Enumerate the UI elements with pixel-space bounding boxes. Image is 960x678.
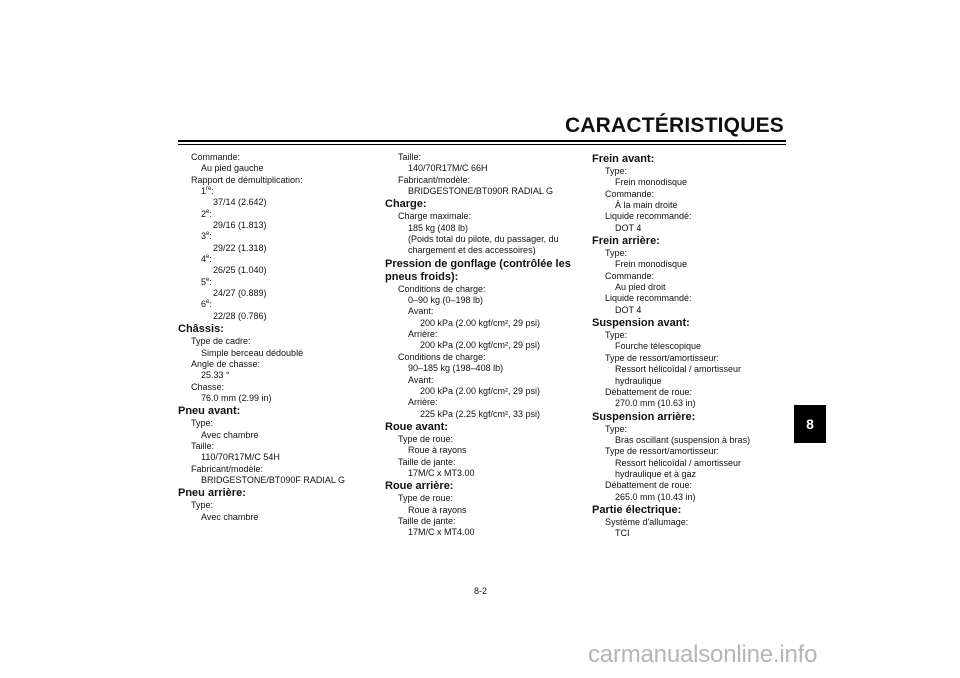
spec-value: 90–185 kg (198–408 lb) bbox=[408, 363, 504, 374]
gear-ratio-value: 22/28 (0.786) bbox=[213, 310, 267, 321]
spec-label: Taille: bbox=[191, 440, 215, 451]
spec-label: Angle de chasse: bbox=[191, 358, 261, 369]
spec-value: Au pied gauche bbox=[201, 163, 264, 174]
spec-label: Conditions de charge: bbox=[398, 283, 486, 294]
chapter-tab: 8 bbox=[794, 405, 826, 443]
spec-value: 225 kPa (2.25 kgf/cm², 33 psi) bbox=[420, 408, 541, 419]
gear-suffix: re bbox=[206, 186, 212, 193]
spec-label: Type: bbox=[605, 423, 628, 434]
gear-suffix: e bbox=[206, 254, 210, 261]
gear-ratio-value: 29/16 (1.813) bbox=[213, 220, 267, 231]
spec-label: Système d'allumage: bbox=[605, 516, 689, 527]
gear-ratio-value: 29/22 (1.318) bbox=[213, 242, 267, 253]
spec-label: Taille de jante: bbox=[398, 515, 456, 526]
spec-note: chargement et des accessoires) bbox=[408, 245, 536, 256]
spec-value: Au pied droit bbox=[615, 282, 666, 293]
section-heading-frein-arriere: Frein arrière: bbox=[592, 235, 660, 248]
spec-label: Liquide recommandé: bbox=[605, 293, 692, 304]
spec-label: Rapport de démultiplication: bbox=[191, 174, 303, 185]
watermark: carmanualsonline.info bbox=[588, 641, 818, 668]
gear-label: 1re: bbox=[201, 186, 214, 197]
spec-value: 200 kPa (2.00 kgf/cm², 29 psi) bbox=[420, 340, 541, 351]
spec-value: hydraulique bbox=[615, 375, 662, 386]
spec-value: Ressort hélicoïdal / amortisseur bbox=[615, 364, 742, 375]
spec-label: Type: bbox=[191, 418, 214, 429]
spec-value: 185 kg (408 lb) bbox=[408, 222, 469, 233]
gear-label: 2e: bbox=[201, 208, 212, 219]
section-heading-suspension-avant: Suspension avant: bbox=[592, 317, 690, 330]
header-rule-thin bbox=[178, 144, 786, 145]
spec-value: Roue à rayons bbox=[408, 445, 467, 456]
spec-label: Taille: bbox=[398, 152, 422, 162]
spec-label: Taille de jante: bbox=[398, 456, 456, 467]
gear-label: 5e: bbox=[201, 276, 212, 287]
spec-label: Avant: bbox=[408, 306, 434, 317]
gear-label: 4e: bbox=[201, 254, 212, 265]
gear-ratio-value: 26/25 (1.040) bbox=[213, 265, 267, 276]
section-heading-charge: Charge: bbox=[385, 198, 427, 211]
spec-note: (Poids total du pilote, du passager, du bbox=[408, 234, 559, 245]
section-heading-suspension-arriere: Suspension arrière: bbox=[592, 410, 696, 423]
spec-label: Fabricant/modèle: bbox=[398, 174, 471, 185]
spec-value: Frein monodisque bbox=[615, 259, 688, 270]
spec-value: Simple berceau dédoublé bbox=[201, 347, 304, 358]
spec-value: BRIDGESTONE/BT090R RADIAL G bbox=[408, 186, 554, 197]
gear-number: 5 bbox=[201, 276, 207, 287]
spec-label: Charge maximale: bbox=[398, 211, 472, 222]
spec-value: Avec chambre bbox=[201, 429, 259, 440]
spec-label: Type de ressort/amortisseur: bbox=[605, 446, 720, 457]
spec-value: Bras oscillant (suspension à bras) bbox=[615, 434, 751, 445]
gear-suffix: e bbox=[206, 299, 210, 306]
spec-label: Type de roue: bbox=[398, 493, 454, 504]
spec-value: Roue à rayons bbox=[408, 504, 467, 515]
spec-value: Fourche télescopique bbox=[615, 341, 702, 352]
spec-label: Commande: bbox=[605, 188, 655, 199]
spec-label: Fabricant/modèle: bbox=[191, 463, 264, 474]
gear-number: 2 bbox=[201, 208, 207, 219]
section-heading-roue-arriere: Roue arrière: bbox=[385, 480, 454, 493]
column-2 bbox=[385, 152, 580, 539]
section-heading-pression: Pression de gonflage (contrôlée les pneus froids): bbox=[385, 257, 571, 283]
gear-label: 3e: bbox=[201, 231, 212, 242]
spec-value: 0–90 kg (0–198 lb) bbox=[408, 295, 484, 306]
spec-label: Type de ressort/amortisseur: bbox=[605, 352, 720, 363]
header-rule bbox=[178, 140, 786, 142]
gear-number: 1 bbox=[201, 186, 207, 197]
spec-value: Frein monodisque bbox=[615, 177, 688, 188]
spec-value: Ressort hélicoïdal / amortisseur bbox=[615, 457, 742, 468]
spec-value: 76.0 mm (2.99 in) bbox=[201, 392, 272, 403]
spec-label: Débattement de roue: bbox=[605, 480, 693, 491]
spec-value: 110/70R17M/C 54H bbox=[201, 452, 280, 463]
spec-value: 17M/C x MT3.00 bbox=[408, 467, 475, 478]
spec-value: 17M/C x MT4.00 bbox=[408, 527, 475, 538]
spec-label: Avant: bbox=[408, 374, 434, 385]
spec-label: Type: bbox=[605, 166, 628, 176]
section-heading-partie-electrique: Partie électrique: bbox=[592, 503, 682, 516]
gear-ratio-value: 24/27 (0.889) bbox=[213, 288, 267, 299]
spec-label: Type de cadre: bbox=[191, 336, 251, 347]
spec-value: DOT 4 bbox=[615, 304, 642, 315]
column-3 bbox=[592, 152, 782, 540]
section-heading-roue-avant: Roue avant: bbox=[385, 420, 448, 433]
spec-value: 200 kPa (2.00 kgf/cm², 29 psi) bbox=[420, 385, 541, 396]
page-number: 8-2 bbox=[474, 586, 488, 596]
spec-value: 265.0 mm (10.43 in) bbox=[615, 491, 696, 502]
spec-label: Arrière: bbox=[408, 397, 438, 408]
spec-label: Type de roue: bbox=[398, 433, 454, 444]
spec-label: Commande: bbox=[191, 152, 241, 162]
section-heading-pneu-arriere: Pneu arrière: bbox=[178, 487, 246, 500]
spec-label: Liquide recommandé: bbox=[605, 211, 692, 222]
spec-value: 140/70R17M/C 66H bbox=[408, 163, 488, 174]
gear-label: 6e: bbox=[201, 299, 212, 310]
gear-ratio-list bbox=[178, 186, 368, 322]
gear-number: 4 bbox=[201, 254, 207, 265]
spec-label: Chasse: bbox=[191, 381, 225, 392]
spec-value: BRIDGESTONE/BT090F RADIAL G bbox=[201, 474, 346, 485]
spec-label: Arrière: bbox=[408, 329, 438, 340]
spec-label: Conditions de charge: bbox=[398, 351, 486, 362]
column-1 bbox=[178, 152, 368, 523]
spec-label: Débattement de roue: bbox=[605, 386, 693, 397]
spec-value: 25.33 ° bbox=[201, 370, 230, 381]
section-heading-frein-avant: Frein avant: bbox=[592, 153, 655, 165]
page-title: CARACTÉRISTIQUES bbox=[564, 114, 784, 137]
spec-label: Type: bbox=[191, 500, 214, 511]
spec-value: 270.0 mm (10.63 in) bbox=[615, 398, 696, 409]
spec-label: Type: bbox=[605, 330, 628, 341]
spec-label: Type: bbox=[605, 248, 628, 259]
gear-number: 6 bbox=[201, 299, 207, 310]
spec-label: Commande: bbox=[605, 270, 655, 281]
spec-value: hydraulique et à gaz bbox=[615, 468, 697, 479]
spec-value: 200 kPa (2.00 kgf/cm², 29 psi) bbox=[420, 317, 541, 328]
gear-suffix: e bbox=[206, 276, 210, 283]
spec-value: TCI bbox=[615, 528, 630, 539]
section-heading-chassis: Châssis: bbox=[178, 323, 224, 336]
spec-value: DOT 4 bbox=[615, 222, 642, 233]
spec-value: Avec chambre bbox=[201, 511, 259, 522]
gear-number: 3 bbox=[201, 231, 207, 242]
gear-ratio-value: 37/14 (2.642) bbox=[213, 197, 267, 208]
section-heading-pneu-avant: Pneu avant: bbox=[178, 405, 241, 418]
gear-suffix: e bbox=[206, 208, 210, 215]
gear-suffix: e bbox=[206, 231, 210, 238]
spec-value: À la main droite bbox=[615, 200, 678, 211]
